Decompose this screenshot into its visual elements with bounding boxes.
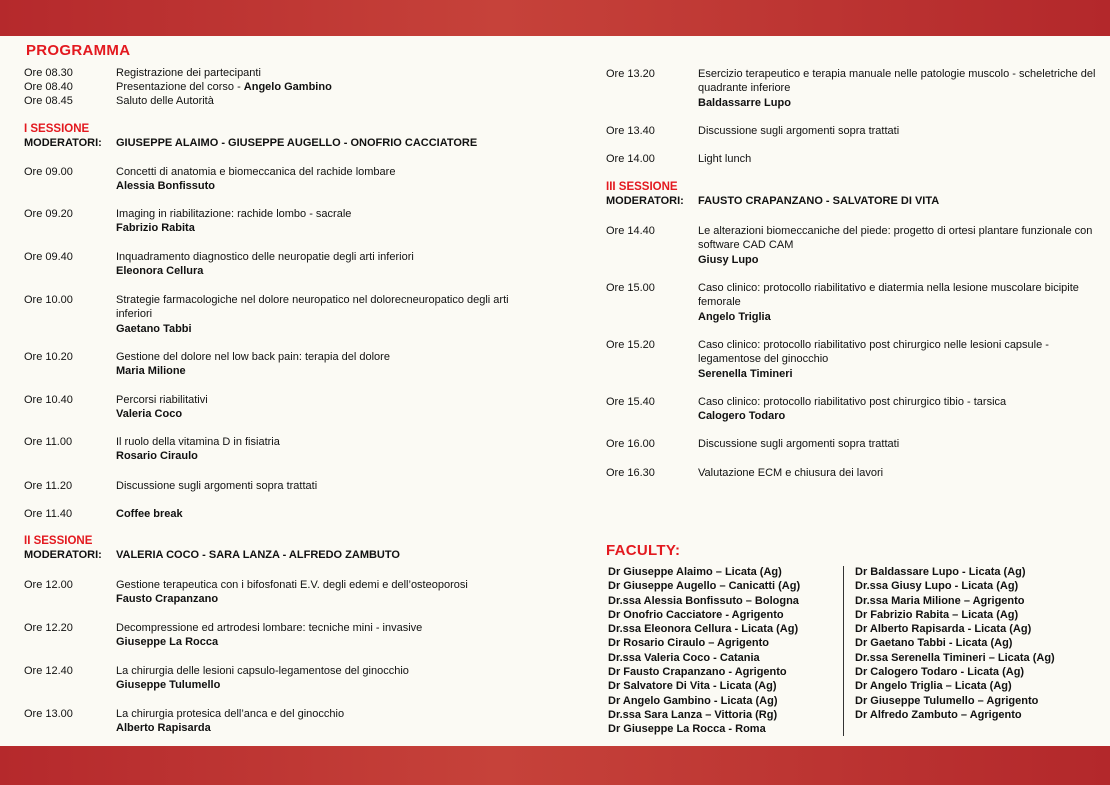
talk-title: Strategie farmacologiche nel dolore neuropatico nel dolorecneuropatico degli arti inferiori [116,294,509,321]
talk-title: Caso clinico: protocollo riabilitativo e diatermia nella lesione muscolare bicipite femorale [698,282,1079,309]
talk-title: Caso clinico: protocollo riabilitativo post chirurgico tibio - tarsica [698,396,1007,408]
time-label: Ore 14.00 [606,153,655,165]
time-label: Ore 15.20 [606,339,655,351]
time-label: Ore 08.40 [24,81,73,93]
faculty-list-left [608,565,800,737]
time-label: Ore 12.00 [24,579,73,591]
talk-title: La chirurgia protesica dell’anca e del ginocchio [116,708,345,720]
session-body [116,578,516,607]
faculty-member: Dr Alfredo Zambuto – Agrigento [855,708,1022,721]
faculty-member: Dr Onofrio Cacciatore - Agrigento [608,608,784,621]
talk-title: Discussione sugli argomenti sopra trattati [698,438,900,450]
session-body [116,435,516,464]
talk-title: Registrazione dei partecipanti [116,67,261,79]
time-label: Ore 12.40 [24,665,73,677]
session-body [116,66,516,80]
session-body [116,350,516,379]
session-body [116,393,516,422]
speaker-name: Alberto Rapisarda [116,722,211,735]
faculty-member: Dr.ssa Sara Lanza – Vittoria (Rg) [608,708,778,721]
presenter-name: Angelo Gambino [243,81,332,93]
faculty-list-right [855,565,1055,722]
session-body [698,224,1098,267]
faculty-member: Dr Angelo Triglia – Licata (Ag) [855,680,1012,693]
time-label: Ore 16.30 [606,467,655,479]
talk-title: Gestione terapeutica con i bifosfonati E.V. degli edemi e dell’osteoporosi [116,579,468,591]
speaker-name: Serenella Timineri [698,367,793,380]
faculty-member: Dr Giuseppe La Rocca - Roma [608,723,766,736]
faculty-member: Dr.ssa Serenella Timineri – Licata (Ag) [855,651,1055,664]
time-label: Ore 09.40 [24,251,73,263]
faculty-member: Dr Fausto Crapanzano - Agrigento [608,666,787,679]
talk-title: Presentazione del corso - [116,81,244,93]
time-label: Ore 08.30 [24,67,73,79]
session-body [698,124,1098,138]
speaker-name: Baldassarre Lupo [698,96,791,109]
speaker-name: Calogero Todaro [698,410,786,423]
session1-title: I SESSIONE [24,123,90,135]
faculty-member: Dr Fabrizio Rabita – Licata (Ag) [855,608,1019,621]
talk-title: Inquadramento diagnostico delle neuropatie degli arti inferiori [116,251,414,263]
time-label: Ore 13.00 [24,708,73,720]
talk-title: Caso clinico: protocollo riabilitativo post chirurgico nelle lesioni capsule - legamentose del ginocchio [698,339,1049,366]
moderators-label: MODERATORI: [606,195,684,207]
session-body [698,152,1098,166]
speaker-name: Giuseppe Tulumello [116,679,221,692]
faculty-member: Dr Angelo Gambino - Licata (Ag) [608,694,778,707]
talk-title: Percorsi riabilitativi [116,394,208,406]
moderators-names: FAUSTO CRAPANZANO - SALVATORE DI VITA [698,195,940,207]
time-label: Ore 12.20 [24,622,73,634]
session-body [116,165,516,194]
time-label: Ore 11.00 [24,436,73,448]
time-label: Ore 16.00 [606,438,655,450]
time-label: Ore 10.00 [24,294,73,306]
programma-title: PROGRAMMA [26,42,131,59]
faculty-member: Dr Baldassare Lupo - Licata (Ag) [855,566,1026,578]
talk-title: Discussione sugli argomenti sopra trattati [116,480,318,492]
session-body [116,621,516,650]
session-body [698,466,1098,480]
time-label: Ore 08.45 [24,95,73,107]
session-body [116,250,516,279]
talk-title: Discussione sugli argomenti sopra trattati [698,125,900,137]
speaker-name: Alessia Bonfissuto [116,180,216,193]
bottom-band [0,746,1110,785]
talk-title: Le alterazioni biomeccaniche del piede: progetto di ortesi plantare funzionale con software CAD CAM [698,225,1093,252]
session2-title: II SESSIONE [24,535,93,547]
faculty-member: Dr Calogero Todaro - Licata (Ag) [855,666,1025,679]
moderators-label: MODERATORI: [24,137,102,149]
faculty-divider [843,566,844,736]
talk-title: Valutazione ECM e chiusura dei lavori [698,467,884,479]
faculty-member: Dr.ssa Maria Milione – Agrigento [855,594,1025,607]
time-label: Ore 13.20 [606,68,655,80]
talk-title: Gestione del dolore nel low back pain: terapia del dolore [116,351,390,363]
speaker-name: Maria Milione [116,365,186,378]
talk-title: Light lunch [698,153,752,165]
session-body [116,207,516,236]
session-body [698,281,1098,324]
faculty-member: Dr.ssa Eleonora Cellura - Licata (Ag) [608,623,799,636]
talk-title: Saluto delle Autorità [116,95,214,107]
speaker-name: Coffee break [116,508,183,520]
session-body [116,293,516,336]
time-label: Ore 13.40 [606,125,655,137]
session-body [116,94,516,108]
moderators-names: VALERIA COCO - SARA LANZA - ALFREDO ZAMBUTO [116,549,400,561]
moderators-names: GIUSEPPE ALAIMO - GIUSEPPE AUGELLO - ONOFRIO CACCIATORE [116,137,478,149]
time-label: Ore 11.40 [24,508,73,520]
session-body [116,479,516,493]
speaker-name: Fabrizio Rabita [116,222,195,235]
speaker-name: Rosario Ciraulo [116,450,198,463]
top-band [0,0,1110,36]
talk-title: La chirurgia delle lesioni capsulo-legamentose del ginocchio [116,665,409,677]
session-body [698,395,1098,424]
faculty-member: Dr.ssa Giusy Lupo - Licata (Ag) [855,580,1019,593]
time-label: Ore 10.20 [24,351,73,363]
faculty-member: Dr Salvatore Di Vita - Licata (Ag) [608,680,777,693]
faculty-member: Dr Giuseppe Tulumello – Agrigento [855,694,1039,707]
faculty-member: Dr Gaetano Tabbi - Licata (Ag) [855,637,1013,650]
faculty-title: FACULTY: [606,542,681,559]
speaker-name: Angelo Triglia [698,310,771,323]
time-label: Ore 14.40 [606,225,655,237]
talk-title: Concetti di anatomia e biomeccanica del rachide lombare [116,166,396,178]
faculty-member: Dr Giuseppe Augello – Canicatti (Ag) [608,580,801,593]
faculty-member: Dr Alberto Rapisarda - Licata (Ag) [855,623,1032,636]
time-label: Ore 15.40 [606,396,655,408]
session-body [698,67,1098,110]
talk-title: Imaging in riabilitazione: rachide lombo - sacrale [116,208,352,220]
speaker-name: Valeria Coco [116,408,183,421]
session-body [116,707,516,736]
speaker-name: Eleonora Cellura [116,265,204,278]
faculty-member: Dr Rosario Ciraulo – Agrigento [608,637,769,650]
time-label: Ore 11.20 [24,480,73,492]
speaker-name: Fausto Crapanzano [116,593,219,606]
session-body [698,437,1098,451]
faculty-member: Dr Giuseppe Alaimo – Licata (Ag) [608,566,782,578]
time-label: Ore 09.00 [24,166,73,178]
session-body [698,338,1098,381]
session-body [116,80,516,94]
talk-title: Il ruolo della vitamina D in fisiatria [116,436,280,448]
faculty-member: Dr.ssa Valeria Coco - Catania [608,651,760,664]
speaker-name: Gaetano Tabbi [116,322,192,335]
time-label: Ore 10.40 [24,394,73,406]
speaker-name: Giusy Lupo [698,253,759,266]
session-body [116,664,516,693]
speaker-name: Giuseppe La Rocca [116,636,219,649]
talk-title: Esercizio terapeutico e terapia manuale nelle patologie muscolo - scheletriche del quadrante inferiore [698,68,1096,95]
session3-title: III SESSIONE [606,181,678,193]
session-body [116,507,516,521]
talk-title: Decompressione ed artrodesi lombare: tecniche mini - invasive [116,622,423,634]
moderators-label: MODERATORI: [24,549,102,561]
time-label: Ore 09.20 [24,208,73,220]
faculty-member: Dr.ssa Alessia Bonfissuto – Bologna [608,594,799,607]
time-label: Ore 15.00 [606,282,655,294]
